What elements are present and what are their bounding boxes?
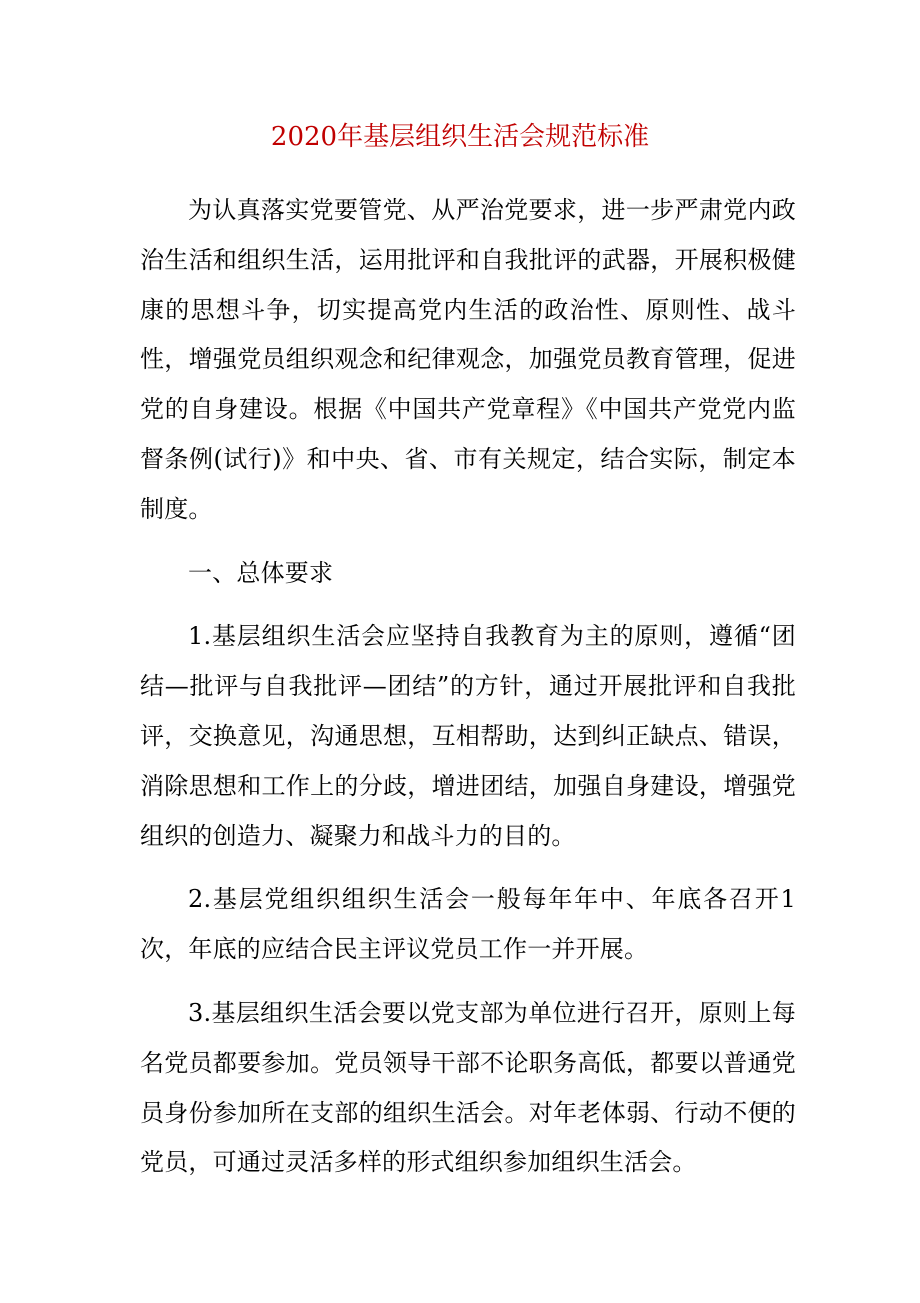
- paragraph-intro: 为认真落实党要管党、从严治党要求，进一步严肃党内政治生活和组织生活，运用批评和自我批评的武器，开展积极健康的思想斗争，切实提高党内生活的政治性、原则性、战斗性，增强党员组织观念和纪律观念，加强党员教育管理，促进党的自身建设。根据《中国共产党章程》《中国共产党党内监督条例(试行)》和中央、省、市有关规定，结合实际，制定本制度。: [140, 196, 796, 523]
- section-heading-general-requirements: 一、总体要求: [188, 558, 334, 587]
- paragraph-item-1: 1.基层组织生活会应坚持自我教育为主的原则，遵循“团结—批评与自我批评—团结”的方针，通过开展批评和自我批评，交换意见，沟通思想，互相帮助，达到纠正缺点、错误，消除思想和工作上的分歧，增进团结，加强自身建设，增强党组织的创造力、凝聚力和战斗力的目的。: [140, 622, 796, 850]
- document-title: 2020年基层组织生活会规范标准: [270, 122, 650, 152]
- document-body: [140, 186, 796, 1202]
- paragraph-item-2: 2.基层党组织组织生活会一般每年年中、年底各召开1次，年底的应结合民主评议党员工作一并开展。: [140, 885, 796, 964]
- paragraph-item-3: 3.基层组织生活会要以党支部为单位进行召开，原则上每名党员都要参加。党员领导干部不论职务高低，都要以普通党员身份参加所在支部的组织生活会。对年老体弱、行动不便的党员，可通过灵活多样的形式组织参加组织生活会。: [140, 998, 796, 1177]
